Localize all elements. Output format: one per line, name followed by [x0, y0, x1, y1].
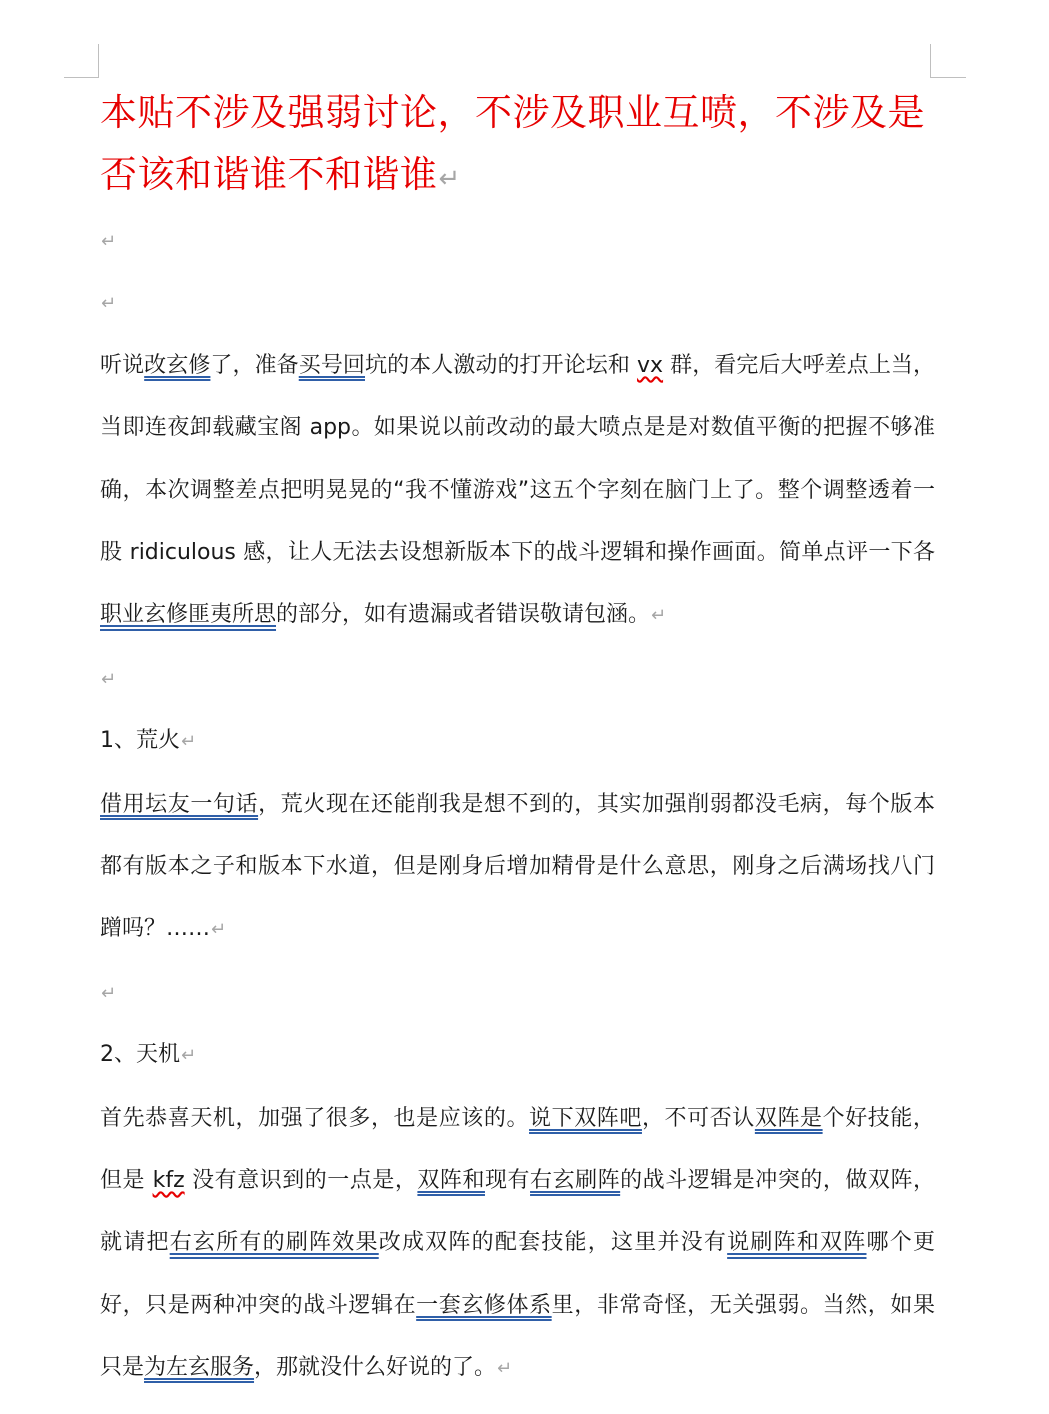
text-run: 的战斗逻辑是冲突的，做双阵，就请把 [100, 1168, 935, 1256]
section-heading-tianji [100, 1024, 935, 1087]
text-run: ，不可否认 [641, 1105, 755, 1131]
paragraph-mark-icon: ↵ [181, 1045, 197, 1067]
text-run: 坑的本人激动的打开论坛和 [365, 352, 638, 378]
text-run: 了，准备 [210, 352, 299, 378]
text-run: 里，非常奇怪，无关强弱。当然，如果只是 [100, 1292, 935, 1381]
page-corner-mark-top-right-vertical [930, 44, 931, 78]
paragraph-mark-icon: ↵ [101, 293, 117, 315]
paragraph-mark-icon: ↵ [101, 231, 117, 252]
empty-paragraph [100, 648, 935, 710]
empty-paragraph [100, 210, 935, 272]
empty-paragraph [100, 962, 935, 1024]
heading-text: 1、荒火 [100, 728, 180, 754]
underlined-phrase: 右玄所有的刷阵效果 [169, 1230, 379, 1256]
paragraph-mark-icon: ↵ [651, 605, 667, 627]
text-run: 群，看完后大呼差点上当，当即连夜卸载藏宝阁 app。如果说以前改动的最大喷点是是对数值平衡的把握不够准确，本次调整差点把明晃晃的“我不懂游戏”这五个字刻在脑门上了。整个调整透着一股 ridiculous 感，让人无法去设想新版本下的战斗逻辑和操作画面。简单点评一下各 [100, 352, 935, 565]
document-title [100, 82, 935, 210]
underlined-phrase: 买号回 [298, 352, 365, 378]
text-run: ，荒火现在还能削我是想不到的，其实加强削弱都没毛病，每个版本都有版本之子和版本下水道，但是刚身后增加精骨是什么意思，刚身之后满场找八门蹭吗？…… [100, 791, 935, 942]
text-run: 的部分，如有遗漏或者错误敬请包涵。 [276, 602, 651, 628]
paragraph-mark-icon: ↵ [181, 731, 197, 753]
spellcheck-word: vx [637, 352, 664, 378]
section-paragraph-huanghuo [100, 774, 935, 962]
text-run: 现有 [484, 1168, 531, 1194]
paragraph-mark-icon: ↵ [211, 919, 227, 941]
underlined-phrase: 说下双阵吧 [529, 1105, 642, 1131]
section-paragraph-tianji [100, 1088, 935, 1401]
heading-text: 2、天机 [100, 1042, 180, 1068]
paragraph-mark-icon: ↵ [101, 982, 117, 1004]
paragraph-mark-icon: ↵ [101, 668, 117, 690]
spellcheck-word: kfz [152, 1168, 185, 1194]
text-run: 改成双阵的配套技能，这里并没有 [378, 1230, 728, 1256]
underlined-phrase: 右玄刷阵 [530, 1168, 621, 1194]
page-corner-mark-top-left-vertical [98, 44, 99, 78]
paragraph-mark-icon: ↵ [497, 1358, 513, 1380]
text-run: 个好技能，但是 [100, 1105, 935, 1194]
text-run: 听说 [100, 352, 145, 378]
title-text: 本贴不涉及强弱讨论，不涉及职业互喷，不涉及是否该和谐谁不和谐谁 [100, 91, 925, 196]
document-body[interactable] [100, 82, 935, 1401]
empty-paragraph [100, 272, 935, 334]
underlined-phrase: 双阵和 [417, 1168, 485, 1194]
text-run: ，那就没什么好说的了。 [254, 1355, 497, 1381]
text-run: 哪个更好，只是两种冲突的战斗逻辑在 [100, 1230, 935, 1318]
page-corner-mark-top-right-horizontal [930, 77, 966, 78]
underlined-phrase: 借用坛友一句话 [100, 791, 259, 817]
underlined-phrase: 一套玄修体系 [416, 1292, 552, 1318]
intro-paragraph [100, 335, 935, 648]
underlined-phrase: 为左玄服务 [144, 1355, 255, 1381]
underlined-phrase: 职业玄修匪夷所思 [100, 602, 277, 628]
underlined-phrase: 说刷阵和双阵 [727, 1230, 867, 1256]
underlined-phrase: 双阵是 [754, 1105, 823, 1131]
paragraph-mark-icon: ↵ [438, 164, 461, 194]
page-corner-mark-top-left-horizontal [64, 77, 99, 78]
text-run: 没有意识到的一点是， [184, 1168, 418, 1194]
text-run: 首先恭喜天机，加强了很多，也是应该的。 [100, 1105, 530, 1131]
underlined-phrase: 改玄修 [144, 352, 211, 378]
section-heading-huanghuo [100, 710, 935, 773]
